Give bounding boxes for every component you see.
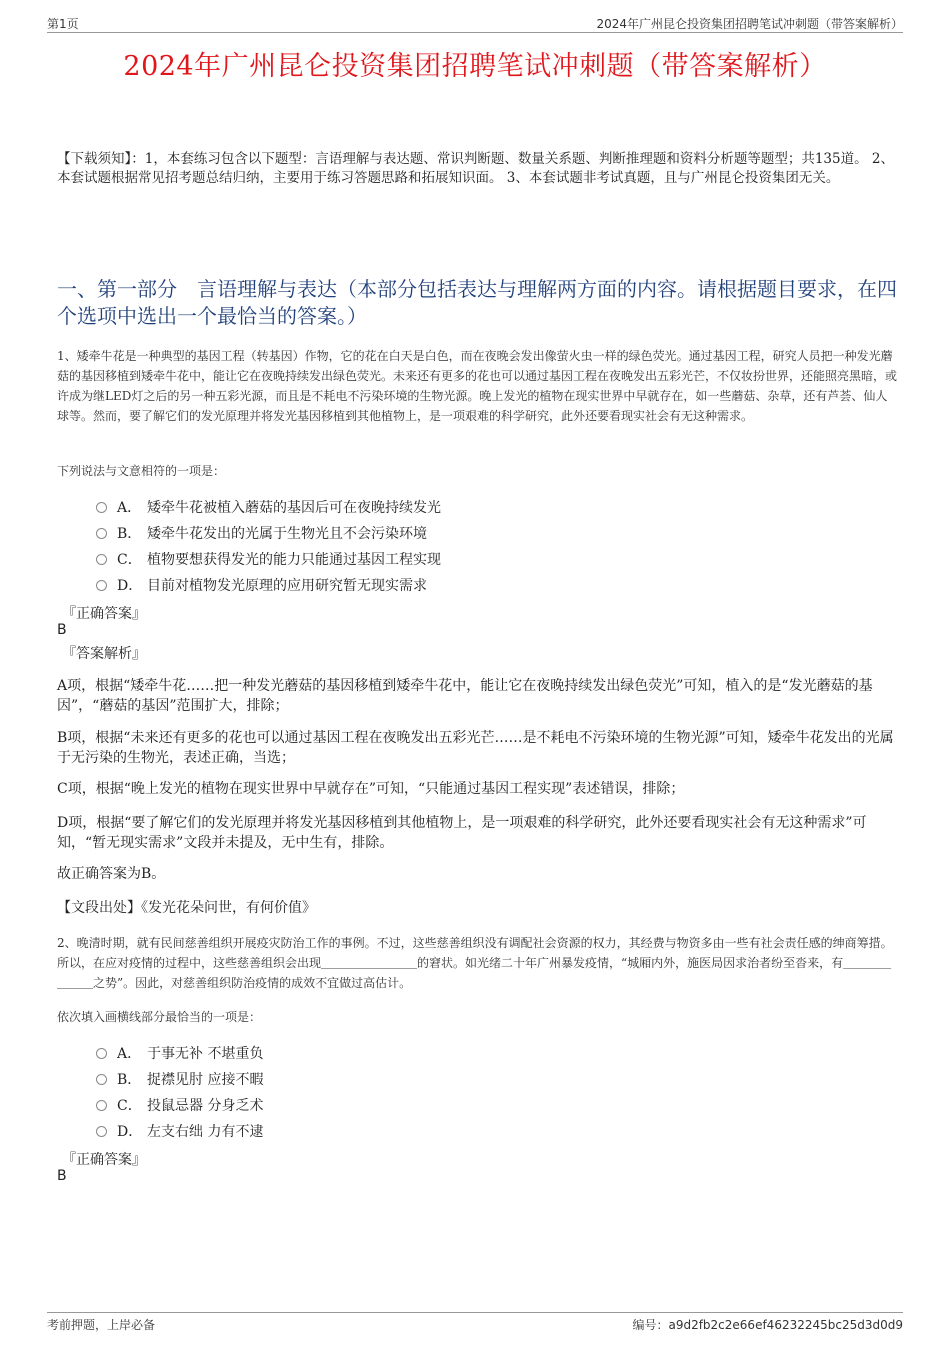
q1-option-d[interactable]: D． 目前对植物发光原理的应用研究暂无现实需求	[96, 575, 427, 595]
q2-option-c[interactable]: C． 投鼠忌器 分身乏术	[96, 1095, 263, 1115]
radio-icon[interactable]	[96, 1048, 107, 1059]
q2-option-b[interactable]: B． 捉襟见肘 应接不暇	[96, 1069, 263, 1089]
q1-option-b[interactable]: B． 矮牵牛花发出的光属于生物光且不会污染环境	[96, 523, 427, 543]
q1-analysis-d: D项，根据“要了解它们的发光原理并将发光基因移植到其他植物上，是一项艰难的科学研究，此外还要看现实社会有无这种需求”可知，“暂无现实需求”文段并未提及，无中生有，排除。	[57, 815, 867, 851]
footer-code: 编号：a9d2fb2c2e66ef46232245bc25d3d0d9	[632, 1318, 903, 1332]
q1-source: 【文段出处】《发光花朵问世，有何价值》	[57, 900, 316, 916]
download-notice: 【下载须知】：1，本套练习包含以下题型：言语理解与表达题、常识判断题、数量关系题、判断推理题和资料分析题等题型；共135道。 2、本套试题根据常见招考题总结归纳，主要用于练习答题思路和拓展知识面。 3、本套试题非考试真题，且与广州昆仑投资集团无关。	[57, 151, 894, 186]
q2-answer: B	[57, 1168, 67, 1184]
radio-icon[interactable]	[96, 554, 107, 565]
radio-icon[interactable]	[96, 1126, 107, 1137]
q1-passage: 1、矮牵牛花是一种典型的基因工程（转基因）作物，它的花在白天是白色，而在夜晚会发出像萤火虫一样的绿色荧光。通过基因工程，研究人员把一种发光蘑菇的基因移植到矮牵牛花中，能让它在夜晚持续发出绿色荧光。未来还有更多的花也可以通过基因工程在夜晚发出五彩光芒，不仅妆扮世界，还能照亮黑暗，或许成为继LED灯之后的另一种五彩光源，而且是不耗电不污染环境的生物光源。晚上发光的植物在现实世界中早就存在，如一些蘑菇、杂草，还有芦荟、仙人球等。然而，要了解它们的发光原理并将发光基因移植到其他植物上，是一项艰难的科学研究，此外还要看现实社会有无这种需求。	[57, 349, 898, 423]
q2-option-a[interactable]: A． 于事无补 不堪重负	[96, 1043, 263, 1063]
q1-analysis-c: C项，根据“晚上发光的植物在现实世界中早就存在”可知，“只能通过基因工程实现”表述错误，排除；	[57, 781, 685, 797]
section-heading: 一、第一部分 言语理解与表达（本部分包括表达与理解两方面的内容。请根据题目要求，在四个选项中选出一个最恰当的答案。）	[57, 277, 897, 328]
page-header	[47, 14, 903, 33]
q2-option-d[interactable]: D． 左支右绌 力有不逮	[96, 1121, 263, 1141]
q2-answer-label: 『正确答案』	[62, 1152, 146, 1168]
q1-answer-label: 『正确答案』	[62, 606, 146, 622]
document-title: 2024年广州昆仑投资集团招聘笔试冲刺题（带答案解析）	[123, 51, 827, 82]
page-footer	[47, 1312, 903, 1332]
q1-analysis-label: 『答案解析』	[62, 646, 146, 662]
header-doc-title: 2024年广州昆仑投资集团招聘笔试冲刺题（带答案解析）	[596, 17, 903, 31]
radio-icon[interactable]	[96, 580, 107, 591]
radio-icon[interactable]	[96, 528, 107, 539]
q1-option-c[interactable]: C． 植物要想获得发光的能力只能通过基因工程实现	[96, 549, 441, 569]
radio-icon[interactable]	[96, 1100, 107, 1111]
footer-slogan: 考前押题，上岸必备	[47, 1318, 156, 1332]
q1-analysis-b: B项，根据“未来还有更多的花也可以通过基因工程在夜晚发出五彩光芒……是不耗电不污染环境的生物光源”可知，矮牵牛花发出的光属于无污染的生物光，表述正确，当选；	[57, 730, 894, 766]
radio-icon[interactable]	[96, 1074, 107, 1085]
q2-prompt: 依次填入画横线部分最恰当的一项是：	[57, 1010, 262, 1024]
q2-passage: 2、晚清时期，就有民间慈善组织开展疫灾防治工作的事例。不过，这些慈善组织没有调配社会资源的权力，其经费与物资多由一些有社会责任感的绅商筹措。所以，在应对疫情的过程中，这些慈善组织会出现＿＿＿＿＿＿＿＿的窘状。如光绪二十年广州暴发疫情，“城厢内外，施医局因求治者纷至沓来，有＿＿＿＿＿＿＿之势”。因此，对慈善组织防治疫情的成效不宜做过高估计。	[57, 936, 893, 990]
q1-analysis-a: A项，根据“矮牵牛花……把一种发光蘑菇的基因移植到矮牵牛花中，能让它在夜晚持续发出绿色荧光”可知，植入的是“发光蘑菇的基因”，“蘑菇的基因”范围扩大，排除；	[57, 678, 873, 714]
q1-answer: B	[57, 622, 67, 638]
q1-option-a[interactable]: A． 矮牵牛花被植入蘑菇的基因后可在夜晚持续发光	[96, 497, 441, 517]
q1-prompt: 下列说法与文意相符的一项是：	[57, 464, 226, 478]
q1-conclusion: 故正确答案为B。	[57, 866, 166, 882]
page-number: 第1页	[47, 17, 79, 31]
radio-icon[interactable]	[96, 502, 107, 513]
